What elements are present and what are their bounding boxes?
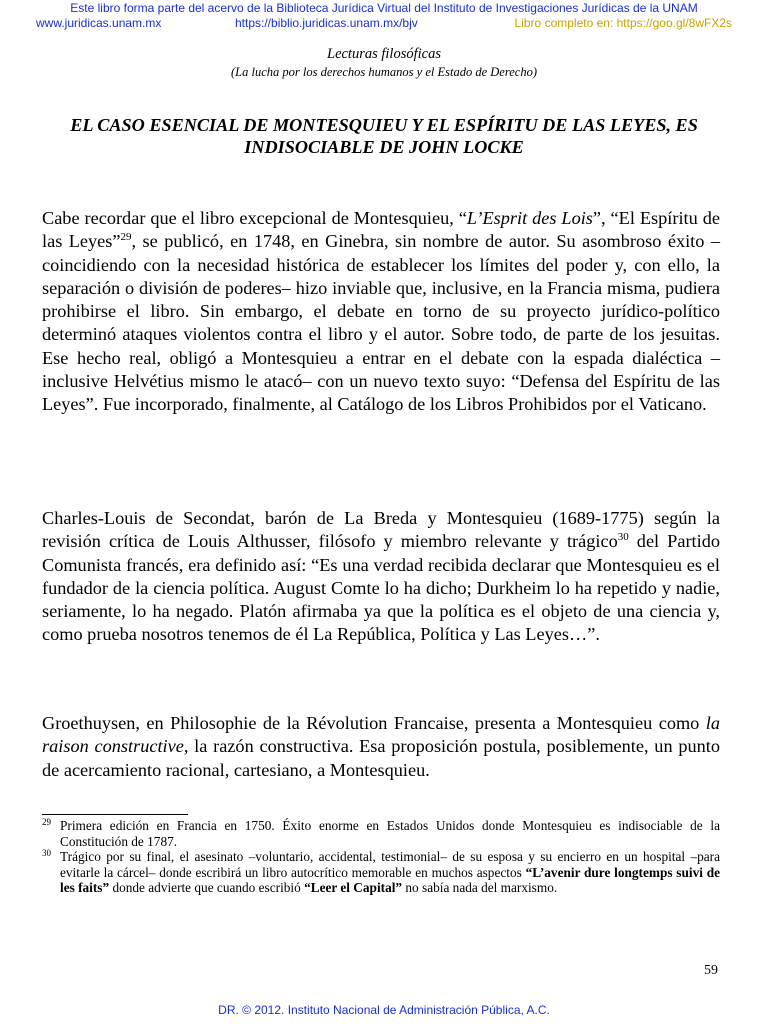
- paragraph-3: [42, 712, 720, 782]
- paragraph-1-text-b: ”, “El Espíritu de las Leyes”: [42, 208, 720, 252]
- site-link[interactable]: www.juridicas.unam.mx: [36, 16, 162, 30]
- footnote-30: [42, 849, 720, 896]
- footnote-text-a: Trágico por su final, el asesinato –voluntario, accidental, testimonial– de su esposa y su encierro en un hospital –para evitarle la cárcel– donde escribirá un libro autocrítico memorable en muchos aspectos: [60, 849, 720, 880]
- footnote-text-c: no sabía nada del marxismo.: [402, 880, 558, 895]
- footnote-29: [42, 818, 720, 849]
- paragraph-3-italic: la raison constructive: [42, 713, 720, 757]
- paragraph-1-text-a: Cabe recordar que el libro excepcional de Montesquieu, “: [42, 208, 467, 228]
- footnote-number: 30: [42, 848, 51, 858]
- copyright-footer: DR. © 2012. Instituto Nacional de Administración Pública, A.C.: [218, 1003, 550, 1017]
- footnote-bold-title-1: “L’avenir dure longtemps suivi de les faits”: [60, 864, 720, 895]
- footnotes: [42, 818, 720, 896]
- paragraph-2-text-a: Charles-Louis de Secondat, barón de La Breda y Montesquieu (1689-1775) según la revisión crítica de Louis Althusser, filósofo y miembro relevante y trágico: [42, 508, 720, 552]
- page-number: 59: [704, 963, 718, 978]
- paragraph-2-text-b: del Partido Comunista francés, era definido así: “Es una verdad recibida declarar que Montesquieu es el fundador de la ciencia política. August Comte lo ha dicho; Durkheim lo ha repetido y nadie, seriamente, lo ha negado. Platón afirmaba ya que la política es el objeto de una ciencia y, como prueba nosotros tenemos de él La República, Política y Las Leyes…”.: [42, 531, 720, 645]
- full-book-link[interactable]: Libro completo en: https://goo.gl/8wFX2s: [514, 16, 732, 30]
- running-head-title: Lecturas filosóficas: [327, 46, 441, 62]
- footnote-text: Primera edición en Francia en 1750. Éxito enorme en Estados Unidos donde Montesquieu es indisociable de la Constitución de 1787.: [60, 818, 720, 849]
- footnote-ref-29[interactable]: 29: [120, 231, 132, 244]
- paragraph-3-text-b: , la razón constructiva. Esa proposición postula, posiblemente, un punto de acercamiento racional, cartesiano, a Montesquieu.: [42, 736, 720, 780]
- footnote-number: 29: [42, 817, 51, 827]
- library-link[interactable]: https://biblio.juridicas.unam.mx/bjv: [235, 16, 418, 30]
- footnote-divider: [42, 814, 188, 815]
- header-notice: Este libro forma parte del acervo de la Biblioteca Jurídica Virtual del Instituto de Investigaciones Jurídicas de la UNAM: [70, 1, 698, 15]
- paragraph-1-text-c: , se publicó, en 1748, en Ginebra, sin nombre de autor. Su asombroso éxito –coincidiendo con la necesidad histórica de establecer los límites del poder y, con ello, la separación o división de poderes– hizo inviable que, inclusive, en la Francia misma, pudiera prohibirse el libro. Sin embargo, el debate en torno de su proyecto jurídico-político determinó ataques violentos contra el libro y el autor. Sobre todo, de parte de los jesuitas. Ese hecho real, obligó a Montesquieu a entrar en el debate con la espada dialéctica –inclusive Helvétius mismo le atacó– con un nuevo texto suyo: “Defensa del Espíritu de las Leyes”. Fue incorporado, finalmente, al Catálogo de los Libros Prohibidos por el Vaticano.: [42, 231, 720, 415]
- running-head-subtitle: (La lucha por los derechos humanos y el Estado de Derecho): [231, 65, 537, 79]
- footnote-text-b: donde advierte que cuando escribió: [109, 880, 305, 895]
- footnote-bold-title-2: “Leer el Capital”: [304, 880, 403, 895]
- paragraph-1-italic: L’Esprit des Lois: [466, 208, 593, 228]
- chapter-title: EL CASO ESENCIAL DE MONTESQUIEU Y EL ESPÍRITU DE LAS LEYES, ES INDISOCIABLE DE JOHN LOCKE: [70, 115, 698, 157]
- paragraph-2: [42, 507, 720, 647]
- footnote-ref-30[interactable]: 30: [617, 531, 629, 544]
- paragraph-3-text-a: Groethuysen, en Philosophie de la Révolution Francaise, presenta a Montesquieu como: [42, 713, 706, 733]
- paragraph-1: [42, 207, 720, 417]
